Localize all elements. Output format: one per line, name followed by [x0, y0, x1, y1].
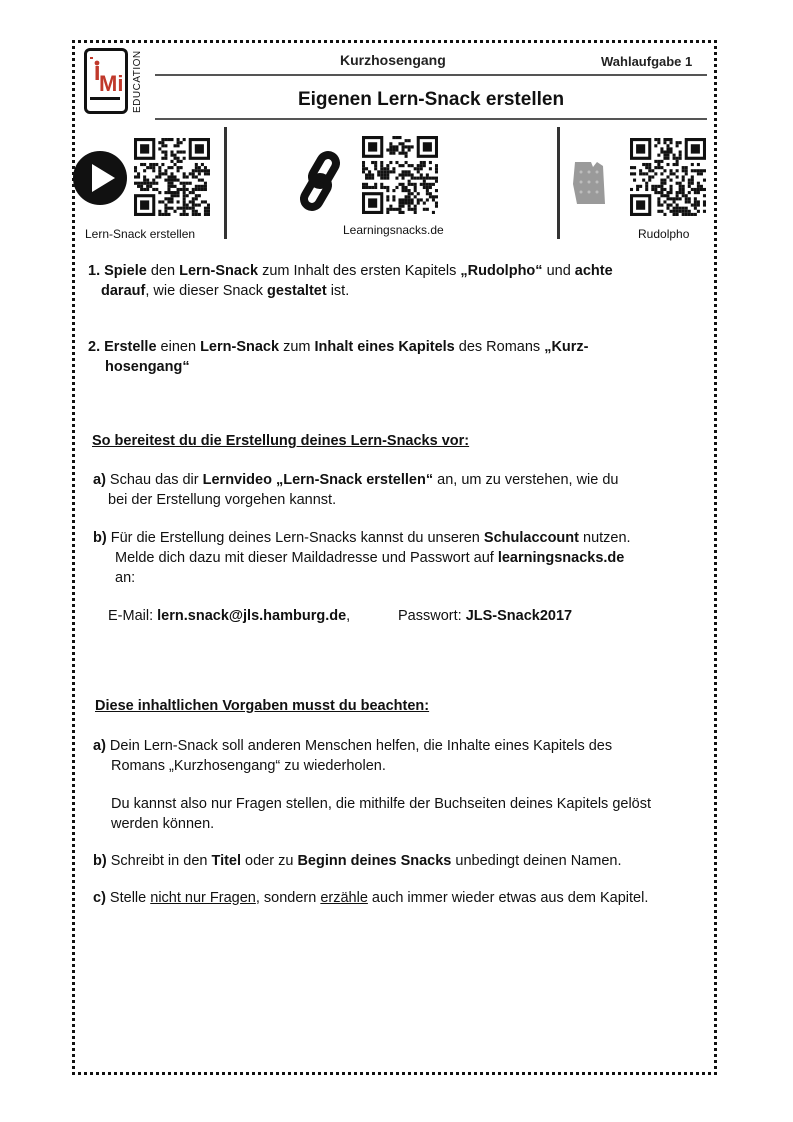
- rules-a-line-4: werden können.: [111, 816, 215, 832]
- task-1-chapter: „Rudolpho“: [460, 263, 543, 279]
- password-line: [398, 607, 572, 626]
- play-icon: [72, 150, 128, 206]
- logo-brand: EDUCATION: [132, 50, 143, 114]
- logo-mark-icon: [87, 51, 125, 111]
- task-1-text: zum Inhalt des ersten Kapitels: [258, 263, 461, 279]
- prep-heading-text: So bereitest du die Erstellung deines Lern-Snacks vor:: [92, 433, 470, 449]
- prep-b-text: nutzen.: [578, 530, 631, 546]
- puzzle-piece-icon: [569, 158, 611, 208]
- rules-b-emphasis: Titel: [211, 853, 242, 869]
- rules-a-line-1: [93, 737, 612, 756]
- prep-a-video: Lernvideo „Lern-Snack erstellen“: [202, 472, 434, 488]
- header-rule-top: [155, 74, 707, 76]
- prep-b-label: b): [93, 530, 107, 546]
- prep-b-line-1: [93, 529, 631, 548]
- qr-code-video-icon: [134, 138, 210, 216]
- qr-divider-right: [557, 127, 560, 239]
- rules-heading-text: Diese inhaltlichen Vorgaben musst du beachten:: [95, 698, 430, 714]
- prep-b-line-2: [115, 549, 624, 568]
- task-1-text: ist.: [326, 283, 350, 299]
- email-value: lern.snack@jls.hamburg.de: [157, 608, 347, 624]
- qr-code-rudolpho-icon: [630, 138, 706, 216]
- task-2-text: einen: [156, 339, 201, 355]
- rules-heading: [95, 697, 429, 716]
- qr-divider-left: [224, 127, 227, 239]
- logo-letters: Mi: [99, 71, 124, 96]
- caption-link: Learningsnacks.de: [343, 223, 444, 237]
- rules-b-text: unbedingt deinen Namen.: [451, 853, 622, 869]
- task-1-line-1: [88, 262, 613, 281]
- password-label: Passwort:: [398, 608, 466, 624]
- task-1-text: und: [542, 263, 575, 279]
- password-value: JLS-Snack2017: [465, 608, 573, 624]
- rules-c-label: c): [93, 890, 106, 906]
- prep-heading: [92, 432, 469, 451]
- rules-c-underlined: nicht nur Fragen: [150, 890, 256, 906]
- task-1-verb: Spiele: [104, 263, 147, 279]
- rules-b-text: oder zu: [241, 853, 298, 869]
- task-2-line-2: [105, 358, 190, 377]
- prep-b-account: Schulaccount: [483, 530, 579, 546]
- prep-a-text: an, um zu verstehen, wie du: [433, 472, 619, 488]
- rules-c-text: auch immer wieder etwas aus dem Kapitel.: [367, 890, 649, 906]
- header-rule-bottom: [155, 118, 707, 120]
- prep-a-line-1: [93, 471, 619, 490]
- prep-a-text: Schau das dir: [105, 472, 203, 488]
- email-label: E-Mail:: [108, 608, 158, 624]
- rules-b-emphasis: Beginn deines Snacks: [297, 853, 452, 869]
- page-title: Eigenen Lern-Snack erstellen: [297, 89, 565, 110]
- prep-a-line-2: bei der Erstellung vorgehen kannst.: [108, 492, 337, 508]
- task-2-emphasis: Inhalt eines Kapitels: [314, 339, 455, 355]
- task-1-emphasis: darauf: [101, 283, 146, 299]
- task-2-text: zum: [279, 339, 315, 355]
- task-1-text: den: [146, 263, 180, 279]
- task-2-line-1: [88, 338, 589, 357]
- rules-c-underlined: erzähle: [320, 890, 368, 906]
- prep-b-site: learningsnacks.de: [497, 550, 625, 566]
- rules-a-label: a): [93, 738, 106, 754]
- rules-c-text: Stelle: [105, 890, 151, 906]
- rules-c-text: , sondern: [255, 890, 321, 906]
- qr-code-link-icon: [362, 136, 438, 214]
- task-1-text: , wie dieser Snack: [145, 283, 268, 299]
- rules-a-text: Dein Lern-Snack soll anderen Menschen helfen, die Inhalte eines Kapitels des: [105, 738, 613, 754]
- prep-a-label: a): [93, 472, 106, 488]
- prep-b-line-3: an:: [115, 570, 136, 586]
- task-1-emphasis: achte: [574, 263, 613, 279]
- task-label: Wahlaufgabe 1: [601, 54, 693, 69]
- task-1-emphasis: gestaltet: [267, 283, 327, 299]
- task-2-novel: hosengang“: [105, 359, 190, 375]
- task-1-snack: Lern-Snack: [179, 263, 259, 279]
- task-1-line-2: [101, 282, 349, 301]
- task-1-number: 1.: [88, 263, 101, 279]
- prep-b-text: Melde dich dazu mit dieser Maildadresse und Passwort auf: [115, 550, 498, 566]
- task-2-snack: Lern-Snack: [200, 339, 280, 355]
- prep-b-text: Für die Erstellung deines Lern-Snacks kannst du unseren: [106, 530, 484, 546]
- credentials-separator: ,: [346, 608, 351, 624]
- task-2-number: 2.: [88, 339, 101, 355]
- task-2-verb: Erstelle: [104, 339, 157, 355]
- rules-b-label: b): [93, 853, 107, 869]
- caption-rudolpho: Rudolpho: [638, 227, 690, 241]
- rules-a-line-3: Du kannst also nur Fragen stellen, die mithilfe der Buchseiten deines Kapitels gelöst: [111, 796, 652, 812]
- task-2-novel: „Kurz-: [544, 339, 589, 355]
- rules-a-line-2: Romans „Kurzhosengang“ zu wiederholen.: [111, 758, 386, 774]
- logo: [84, 48, 128, 114]
- link-icon: [296, 150, 346, 212]
- rules-b-line: [93, 852, 621, 871]
- rules-b-text: Schreibt in den: [106, 853, 212, 869]
- rules-c-line: [93, 889, 648, 908]
- credentials-line: [108, 607, 350, 626]
- task-2-text: des Romans: [454, 339, 545, 355]
- subject-label: Kurzhosengang: [340, 52, 446, 68]
- caption-video: Lern-Snack erstellen: [85, 227, 196, 241]
